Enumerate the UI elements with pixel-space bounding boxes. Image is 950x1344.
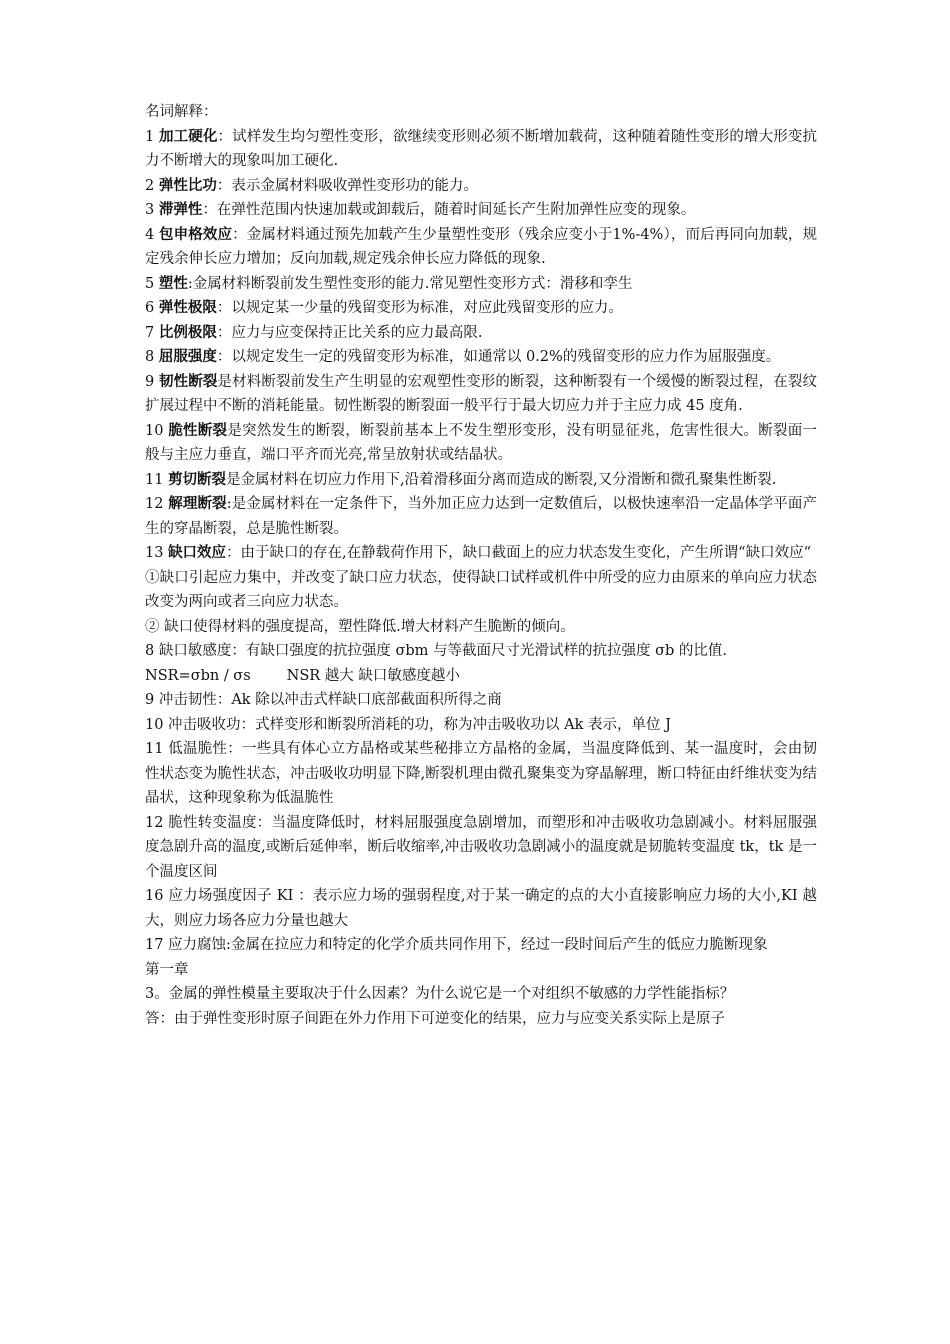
nsr-formula-line	[145, 664, 817, 689]
definition-paragraph: 10 冲击吸收功：式样变形和断裂所消耗的功，称为冲击吸收功以 Ak 表示，单位 J	[145, 716, 671, 733]
definition-paragraph: 9 冲击韧性：Ak 除以冲击式样缺口底部截面积所得之商	[145, 692, 502, 708]
item-term: 剪切断裂	[168, 471, 227, 488]
note-paragraph: ①缺口引起应力集中，并改变了缺口应力状态，使得缺口试样或机件中所受的应力由原来的单向应力状态改变为两向或者三向应力状态。	[145, 569, 817, 610]
item-number: 13	[145, 545, 169, 561]
item-term: 脆性断裂	[168, 422, 228, 439]
item-text: ：由于缺口的存在,在静载荷作用下，缺口截面上的应力状态发生变化，产生所谓“缺口效应“	[226, 545, 811, 561]
item-number: 10	[145, 422, 169, 439]
definition-item	[145, 321, 817, 346]
item-term: 包申格效应	[158, 226, 233, 243]
definition-item	[145, 492, 817, 541]
item-term: 屈服强度	[158, 349, 217, 365]
document-page	[145, 100, 817, 1031]
definition-paragraph: 17 应力腐蚀:金属在拉应力和特定的化学介质共同作用下，经过一段时间后产生的低应力脆断现象	[145, 937, 768, 953]
item-text: ：表示金属材料吸收弹性变形功的能力。	[216, 177, 478, 194]
item-text: ：试样发生均匀塑性变形，欲继续变形则必须不断增加载荷，这种随着随性变形的增大形变抗力不断增大的现象叫加工硬化.	[145, 128, 818, 169]
definition-item	[145, 272, 817, 297]
item-number: 7	[145, 324, 159, 341]
item-number: 2	[145, 177, 159, 194]
note-paragraph: ② 缺口使得材料的强度提高，塑性降低.增大材料产生脆断的倾向。	[145, 618, 575, 635]
item-text: ：以规定发生一定的残留变形为标准，如通常以 0.2%的残留变形的应力作为屈服强度。	[216, 349, 781, 365]
item-text: 是金属材料在切应力作用下,沿着滑移面分离而造成的断裂,又分滑断和微孔聚集性断裂.	[226, 471, 777, 488]
item-text: ：金属材料通过预先加载产生少量塑性变形（残余应变小于1%-4%），而后再同向加载，规定残余伸长应力增加；反向加载,规定残余伸长应力降低的现象.	[145, 226, 817, 267]
item-number: 8	[145, 349, 159, 365]
question-paragraph: 3。金属的弹性模量主要取决于什么因素？为什么说它是一个对组织不敏感的力学性能指标？	[145, 986, 735, 1002]
item-text: 是材料断裂前发生产生明显的宏观塑性变形的断裂，这种断裂有一个缓慢的断裂过程，在裂纹扩展过程中不断的消耗能量。韧性断裂的断裂面一般平行于最大切应力并于主应力成 45 度角.	[145, 373, 818, 414]
definition-item	[145, 419, 817, 468]
section-heading: 名词解释：	[145, 104, 218, 120]
nsr-comment: NSR 越大 缺口敏感度越小	[286, 667, 460, 684]
definition-item	[145, 223, 817, 272]
item-text: ：以规定某一少量的残留变形为标准，对应此残留变形的应力。	[216, 300, 623, 316]
item-number: 12	[145, 496, 169, 512]
item-number: 11	[145, 471, 169, 488]
item-term: 缺口效应	[168, 545, 227, 561]
definition-paragraph: 16 应力场强度因子 KI ：表示应力场的强弱程度,对于某一确定的点的大小直接影响应力场的大小,KI 越大，则应力场各应力分量也越大	[145, 888, 817, 929]
notch-sensitivity-paragraph: 8 缺口敏感度：有缺口强度的抗拉强度 σbm 与等截面尺寸光滑试样的抗拉强度 σb 的比值.	[145, 643, 727, 659]
item-number: 4	[145, 226, 159, 243]
item-term: 加工硬化	[158, 128, 218, 145]
item-number: 1	[145, 128, 159, 145]
item-number: 5	[145, 275, 159, 292]
definition-item	[145, 541, 817, 566]
definition-item	[145, 125, 817, 174]
item-text: 是突然发生的断裂，断裂前基本上不发生塑形变形，没有明显征兆，危害性很大。断裂面一般与主应力垂直，端口平齐而光亮,常呈放射状或结晶状。	[145, 422, 818, 463]
definition-item	[145, 370, 817, 419]
item-term: 韧性断裂	[158, 373, 218, 390]
definition-item	[145, 468, 817, 493]
item-term: 比例极限	[158, 324, 217, 341]
definition-item	[145, 345, 817, 370]
item-term: 滞弹性	[158, 202, 203, 218]
item-term: 弹性极限	[158, 300, 217, 316]
item-text: :是金属材料在一定条件下，当外加正应力达到一定数值后，以极快速率沿一定晶体学平面产生的穿晶断裂，总是脆性断裂。	[145, 496, 818, 537]
definition-item	[145, 198, 817, 223]
answer-paragraph: 答：由于弹性变形时原子间距在外力作用下可逆变化的结果，应力与应变关系实际上是原子	[145, 1010, 725, 1027]
definition-item	[145, 174, 817, 199]
item-number: 3	[145, 202, 159, 218]
nsr-formula: NSR=σbn / σs	[145, 667, 251, 684]
item-term: 塑性	[158, 275, 188, 292]
item-number: 6	[145, 300, 159, 316]
item-term: 解理断裂	[168, 496, 227, 512]
item-text: ：在弹性范围内快速加载或卸载后，随着时间延长产生附加弹性应变的现象。	[202, 202, 696, 218]
definition-paragraph: 12 脆性转变温度：当温度降低时，材料屈服强度急剧增加，而塑形和冲击吸收功急剧减小。材料屈服强度急剧升高的温度,或断后延伸率，断后收缩率,冲击吸收功急剧减小的温度就是韧脆转变温度 tk，tk 是一个温度区间	[145, 814, 817, 880]
chapter-heading: 第一章	[145, 961, 189, 978]
item-text: ：应力与应变保持正比关系的应力最高限.	[216, 324, 483, 341]
item-text: :金属材料断裂前发生塑性变形的能力.常见塑性变形方式：滑移和孪生	[187, 275, 633, 292]
item-term: 弹性比功	[158, 177, 217, 194]
definition-paragraph: 11 低温脆性：一些具有体心立方晶格或某些秘排立方晶格的金属，当温度降低到、某一温度时，会由韧性状态变为脆性状态，冲击吸收功明显下降,断裂机理由微孔聚集变为穿晶解理，断口特征由纤维状变为结晶状，这种现象称为低温脆性	[145, 741, 817, 806]
item-number: 9	[145, 373, 159, 390]
definition-item	[145, 296, 817, 321]
